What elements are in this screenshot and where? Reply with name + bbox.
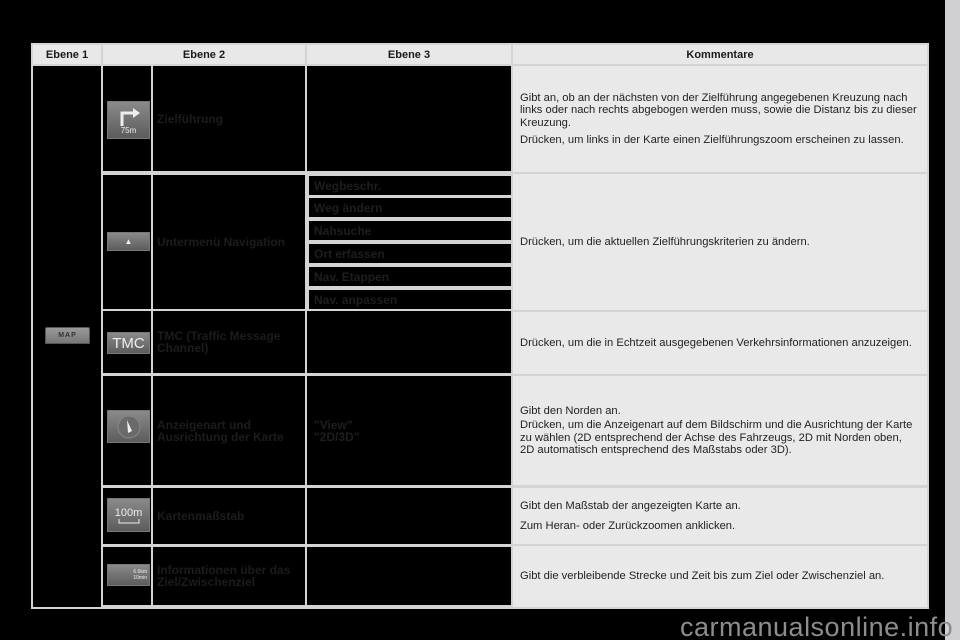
row5-level3-cell — [307, 488, 511, 544]
comment-text: Drücken, um die aktuellen Zielführungskriterien zu ändern. — [520, 235, 810, 248]
comment-text: Gibt die verbleibende Strecke und Zeit bis zum Ziel oder Zwischenziel an. — [520, 570, 885, 583]
comment-text: Drücken, um die Anzeigenart auf dem Bildschirm und die Ausrichtung der Karte zu wählen (2D entsprechend der Achse des Fahrzeugs, 2D mit Norden oben, 2D automatisch entsprechend des Maßstabs oder 3D). — [520, 419, 913, 456]
submenu-nav-anpassen[interactable]: Nav. anpassen — [309, 290, 511, 309]
page-edge — [945, 0, 960, 640]
option-2d-3d[interactable]: "2D/3D" — [314, 429, 360, 444]
header-ebene-1: Ebene 1 — [33, 45, 101, 64]
row2-level3-container — [307, 175, 511, 309]
comment-text: Gibt den Norden an. — [520, 405, 621, 418]
row5-comment — [513, 488, 927, 544]
remaining-time: 10min — [133, 575, 147, 581]
level2-anzeigenart[interactable]: Anzeigenart und Ausrichtung der Karte — [153, 376, 305, 485]
scale-label: 100m — [114, 506, 143, 519]
map-button-label: MAP — [58, 332, 77, 339]
tmc-icon[interactable]: TMC — [107, 332, 150, 354]
map-button[interactable] — [45, 327, 90, 344]
row4-comment — [513, 376, 927, 485]
remaining-distance: 6.6km — [133, 569, 147, 575]
submenu-wegbeschr[interactable]: Wegbeschr. — [309, 176, 511, 195]
level2-untermenu-navigation[interactable]: Untermenü Navigation — [153, 175, 305, 309]
comment-text: Zum Heran- oder Zurückzoomen anklicken. — [520, 519, 736, 532]
submenu-ort-erfassen[interactable]: Ort erfassen — [309, 244, 511, 263]
destination-info-icon[interactable] — [107, 564, 150, 586]
row1-level3-cell — [307, 66, 511, 171]
icon-distance-label: 75m — [120, 125, 137, 135]
header-ebene-3: Ebene 3 — [307, 45, 511, 64]
option-view[interactable]: "View" — [314, 417, 353, 432]
header-kommentare: Kommentare — [513, 45, 927, 64]
compass-icon[interactable] — [107, 410, 150, 443]
row1-comment — [513, 66, 927, 172]
submenu-nahsuche[interactable]: Nahsuche — [309, 221, 511, 240]
level2-tmc[interactable]: TMC (Traffic Message Channel) — [153, 311, 305, 373]
turn-right-arrow-icon[interactable] — [107, 101, 150, 139]
row2-comment — [513, 174, 927, 310]
watermark: carmanualsonline.info — [680, 612, 954, 640]
row4-level3-cell — [307, 376, 511, 485]
row6-level3-cell — [307, 547, 511, 605]
row3-comment — [513, 312, 927, 374]
submenu-up-arrow-icon[interactable]: ▲ — [107, 232, 150, 251]
level2-kartenmassstab[interactable]: Kartenmaßstab — [153, 488, 305, 544]
level2-zielfuehrung[interactable]: Zielführung — [153, 66, 305, 171]
header-ebene-2: Ebene 2 — [103, 45, 305, 64]
navigation-menu-table — [31, 43, 929, 609]
row6-comment — [513, 546, 927, 607]
submenu-weg-aendern[interactable]: Weg ändern — [309, 198, 511, 217]
comment-text: Gibt an, ob an der nächsten von der Zielführung angegebenen Kreuzung nach links oder nach rechts abgebogen werden muss, sowie die Distanz bis zu dieser Kreuzung. — [520, 92, 917, 129]
comment-text: Drücken, um links in der Karte einen Zielführungszoom erscheinen zu lassen. — [520, 133, 904, 146]
row3-level3-cell — [307, 311, 511, 373]
submenu-nav-etappen[interactable]: Nav. Etappen — [309, 267, 511, 286]
level1-cell — [33, 66, 101, 607]
comment-text: Drücken, um die in Echtzeit ausgegebenen Verkehrsinformationen anzuzeigen. — [520, 336, 912, 349]
comment-text: Gibt den Maßstab der angezeigten Karte an. — [520, 500, 741, 513]
map-scale-icon[interactable] — [107, 498, 150, 532]
level2-ziel-info[interactable]: Informationen über das Ziel/Zwischenziel — [153, 547, 305, 605]
